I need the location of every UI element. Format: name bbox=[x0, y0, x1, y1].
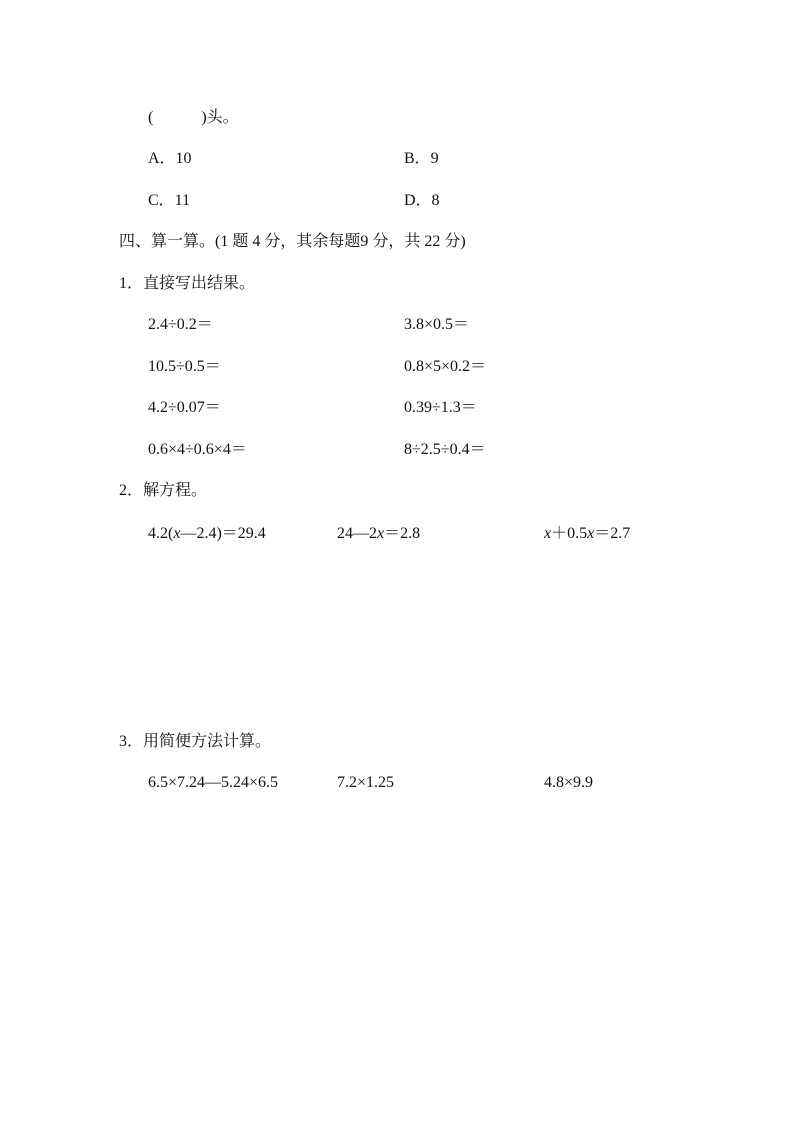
question-3-title: 3．用简便方法计算。 bbox=[119, 733, 272, 750]
section-heading: 四、算一算。(1 题 4 分，其余每题9 分，共 22 分) bbox=[119, 233, 466, 250]
calc-item: 4.2÷0.07＝ bbox=[148, 399, 221, 416]
equation-1-part: —2.4)＝29.4 bbox=[180, 525, 266, 542]
calc-item: 2.4÷0.2＝ bbox=[148, 316, 213, 333]
calc-item: 10.5÷0.5＝ bbox=[148, 358, 221, 375]
option-c: C．11 bbox=[148, 192, 191, 209]
equation-2-part: ＝2.8 bbox=[384, 525, 421, 542]
equation-3-part: ＝2.7 bbox=[594, 525, 631, 542]
calc-item: 0.39÷1.3＝ bbox=[404, 399, 477, 416]
calc-item: 0.6×4÷0.6×4＝ bbox=[148, 441, 247, 458]
option-d: D．8 bbox=[404, 192, 440, 209]
calc-item: 8÷2.5÷0.4＝ bbox=[404, 441, 486, 458]
simplify-item: 6.5×7.24—5.24×6.5 bbox=[148, 774, 279, 791]
simplify-item: 7.2×1.25 bbox=[337, 774, 395, 791]
variable-x: x bbox=[173, 525, 181, 542]
equation-1-part: 4.2( bbox=[148, 525, 174, 542]
question-stem-fragment: ( )头。 bbox=[148, 109, 239, 126]
variable-x: x bbox=[544, 525, 552, 542]
equation-1 bbox=[148, 524, 266, 544]
question-1-title: 1．直接写出结果。 bbox=[119, 275, 256, 292]
calc-item: 0.8×5×0.2＝ bbox=[404, 358, 487, 375]
simplify-item: 4.8×9.9 bbox=[544, 774, 594, 791]
variable-x: x bbox=[587, 525, 595, 542]
variable-x: x bbox=[377, 525, 385, 542]
equation-2-part: 24—2 bbox=[337, 525, 377, 542]
calc-item: 3.8×0.5＝ bbox=[404, 316, 470, 333]
equation-2 bbox=[337, 524, 420, 544]
question-2-title: 2．解方程。 bbox=[119, 482, 208, 499]
option-b: B．9 bbox=[404, 150, 439, 167]
equation-3 bbox=[544, 524, 630, 544]
option-a: A．10 bbox=[148, 150, 192, 167]
equation-3-part: ＋0.5 bbox=[551, 525, 588, 542]
